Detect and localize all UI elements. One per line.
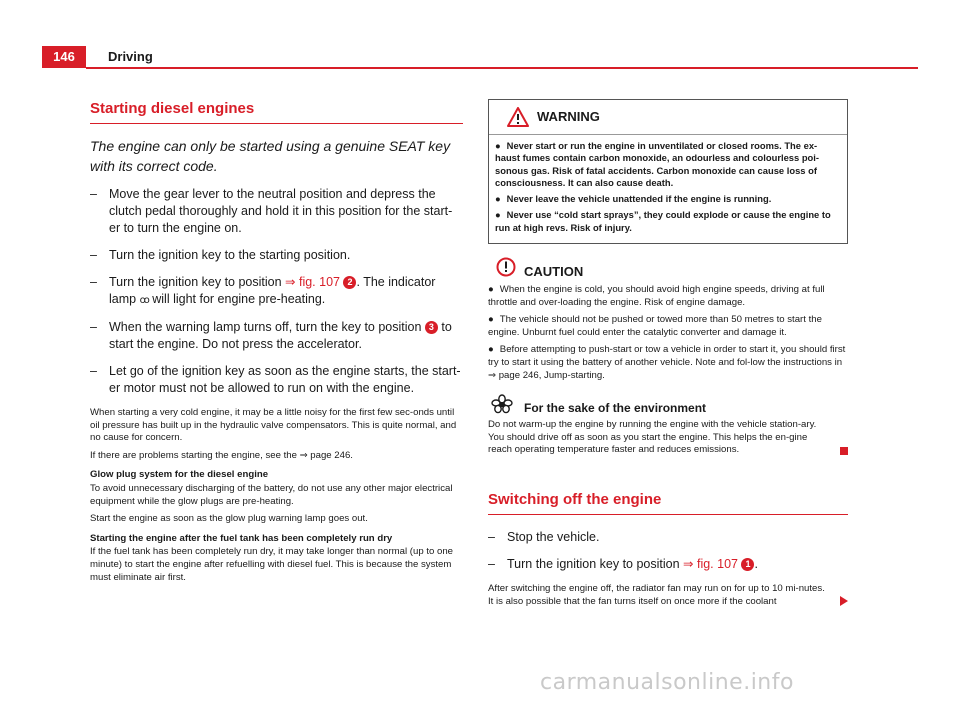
step-item [488,529,848,546]
step-text: Turn the ignition key to the starting position. [109,248,351,262]
glow-plug-text-2: Start the engine as soon as the glow plug warning lamp goes out. [90,513,368,525]
bullet: ● [488,284,494,296]
bullet: ● [495,140,501,151]
cold-engine-note: When starting a very cold engine, it may be a little noisy for the first few sec-onds until oil pressure has built up in the hydraulic valve compensators. This is quite normal, and no cause for concern. [90,407,457,444]
warning-title: WARNING [537,109,600,124]
warning-triangle-icon [507,107,529,127]
warning-header [489,100,847,135]
caution-item [488,314,848,339]
dash-marker: – [90,187,97,201]
dash-marker: – [488,530,495,545]
dash-marker: – [90,248,97,262]
position-badge: 1 [741,558,754,571]
flower-icon [490,394,514,414]
section-title-starting-diesel: Starting diesel engines [90,100,463,124]
run-dry-text: If the fuel tank has been completely run dry, it may take longer than normal (up to one minute) to start the engine after refuelling with diesel fuel. This is because the system must eliminate air first. [90,546,453,583]
chapter-title: Driving [108,49,153,64]
page-number: 146 [42,46,86,68]
warning-box [488,99,848,244]
environment-text [488,419,848,457]
caution-item [488,284,848,309]
warning-item [495,140,841,189]
section-intro: The engine can only be started using a genuine SEAT key with its correct code. [90,138,451,174]
step-item [90,319,463,353]
bullet: ● [488,314,494,326]
warning-item [495,193,841,205]
right-column [488,99,848,608]
step-text: When the warning lamp turns off, turn the key to position [109,320,425,334]
bullet: ● [495,209,501,221]
environment-title: For the sake of the environment [524,401,707,416]
run-dry-heading: Starting the engine after the fuel tank has been completely run dry [90,532,393,544]
watermark: carmanualsonline.info [540,670,794,695]
step-text: Stop the vehicle. [507,530,600,545]
caution-circle-icon [496,257,516,277]
end-of-section-mark [840,447,848,455]
environment-header [488,394,848,416]
dash-marker: – [488,557,495,572]
caution-text: Before attempting to push-start or tow a vehicle in order to start it, you should first try to start it using the battery of another vehicle. Note and fol-low the instructions in ⇒ page 246, Jump-starting. [488,344,846,381]
warning-text: Never leave the vehicle unattended if the engine is running. [506,193,772,205]
position-badge: 3 [425,321,438,334]
step-text: . [754,557,758,572]
dash-marker: – [90,320,97,334]
warning-text: Never start or run the engine in unventilated or closed rooms. The ex-haust fumes contain carbon monoxide, an odourless and colourless poi-sonous gas. Risk of fatal accidents. Carbon monoxide can cause loss of consciousness. It can also cause death. [495,140,820,188]
fan-note [488,583,848,608]
bullet: ● [495,193,501,205]
figure-link[interactable]: ⇒ fig. 107 [683,557,738,572]
figure-link[interactable]: ⇒ fig. 107 [285,275,340,289]
step-text: will light for engine pre-heating. [148,292,326,306]
caution-text: When the engine is cold, you should avoid high engine speeds, driving at full throttle and over-loading the engine. Risk of engine damage. [488,284,825,308]
step-text: Turn the ignition key to position [109,275,286,289]
step-text: Turn the ignition key to position [507,557,684,572]
caution-text: The vehicle should not be pushed or towed more than 50 metres to start the engine. Unburnt fuel could enter the catalytic converter and damage it. [488,314,822,338]
environment-body: Do not warm-up the engine by running the engine with the vehicle station-ary. You should drive off as soon as you start the engine. This helps the en-gine reach operating temperature faster and reduces emissions. [488,419,817,456]
fan-note-text: After switching the engine off, the radiator fan may run on for up to 10 mi-nutes. It is also possible that the fan turns itself on once more if the coolant [488,583,825,607]
step-item [90,186,463,237]
step-text: Let go of the ignition key as soon as the engine starts, the start-er motor must not be allowed to run on with the engine. [109,364,461,395]
problems-note: If there are problems starting the engine, see the ⇒ page 246. [90,449,353,461]
dash-marker: – [90,364,97,378]
warning-item [495,209,841,234]
step-text: to start the engine. Do not press the accelerator. [109,320,452,351]
steps-list [488,529,848,573]
continue-arrow-icon [840,596,848,606]
step-item [90,247,463,264]
glow-plug-icon: ꝏ [139,295,149,306]
caution-title: CAUTION [524,264,584,280]
left-column [90,100,463,584]
caution-header [488,257,848,279]
step-item [90,363,463,397]
warning-body [489,135,847,243]
step-item [488,556,848,573]
caution-item [488,344,848,382]
header-rule [86,67,918,69]
bullet: ● [488,344,494,356]
step-text: . The indicator lamp [109,275,436,306]
steps-list [90,186,463,397]
warning-text: Never use “cold start sprays”, they could explode or cause the engine to run at high revs. Risk of injury. [495,209,831,233]
glow-plug-heading: Glow plug system for the diesel engine [90,469,269,481]
step-text: Move the gear lever to the neutral position and depress the clutch pedal thoroughly and hold it in this position for the start-er to turn the engine on. [109,187,453,235]
section-title-switching-off: Switching off the engine [488,491,848,515]
glow-plug-text: To avoid unnecessary discharging of the battery, do not use any other major electrical equipment while the glow plugs are pre-heating. [90,482,453,507]
position-badge: 2 [343,276,356,289]
step-item [90,274,463,309]
dash-marker: – [90,275,97,289]
